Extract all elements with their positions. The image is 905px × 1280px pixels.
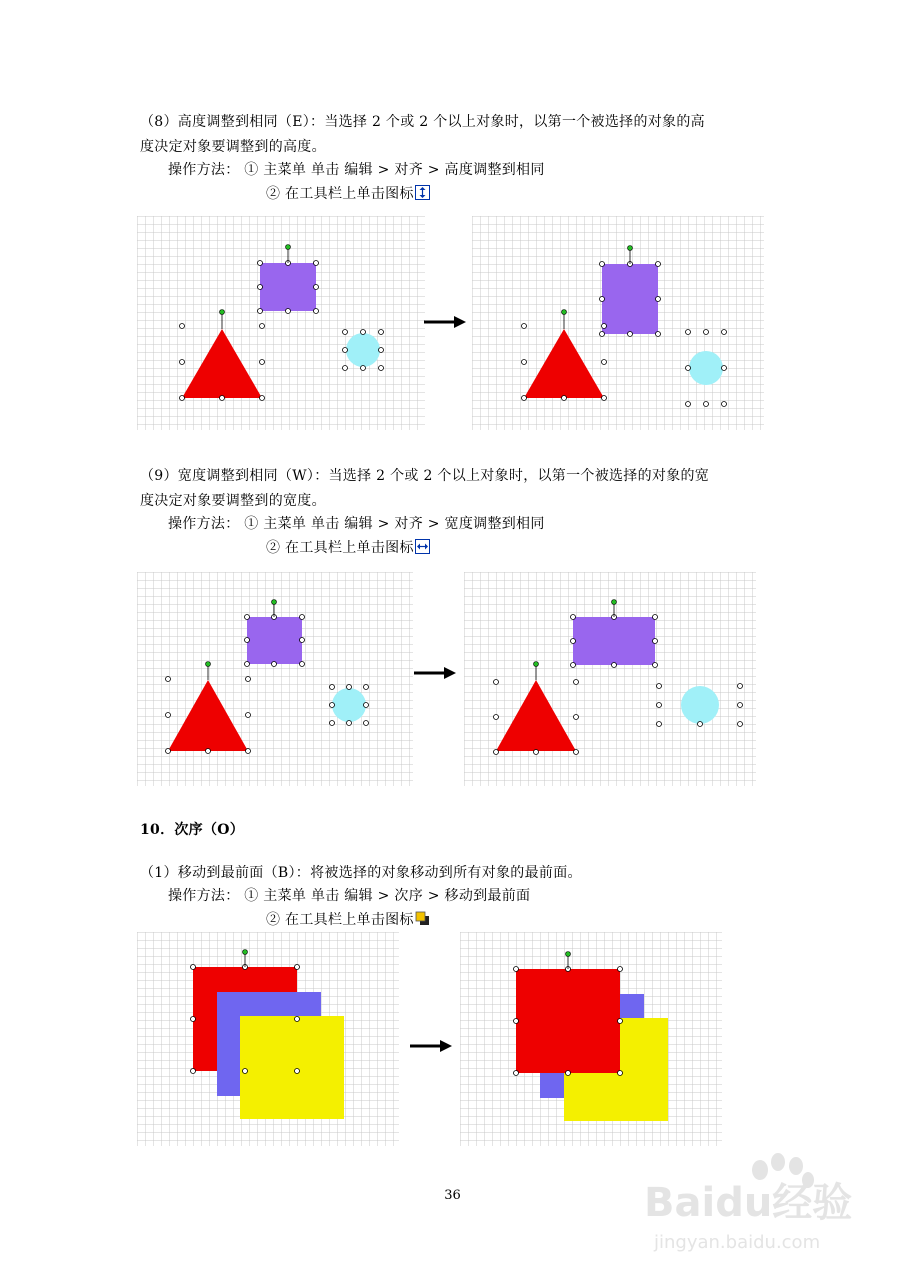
sec10-line1: （1）移动到最前面（B）：将被选择的对象移动到所有对象的最前面。 (140, 865, 582, 881)
cyan-circle (332, 688, 366, 722)
right-arrow-icon (408, 1038, 454, 1054)
watermark-url: jingyan.baidu.com (654, 1232, 821, 1253)
purple-rectangle (573, 617, 655, 665)
sec9-op1: 操作方法： ① 主菜单 单击 编辑 > 对齐 > 宽度调整到相同 (168, 516, 545, 532)
page-number: 36 (444, 1188, 461, 1203)
sec9-line2: 度决定对象要调整到的宽度。 (140, 493, 326, 509)
cyan-circle (346, 333, 380, 367)
sec9-figure-before (137, 572, 413, 786)
purple-rectangle (260, 263, 316, 311)
sec9-op2 (266, 538, 430, 558)
sec8-op2 (266, 184, 430, 204)
purple-rectangle (602, 264, 658, 334)
cyan-circle (681, 686, 719, 724)
sec8-line2: 度决定对象要调整到的高度。 (140, 139, 326, 155)
cyan-circle (689, 351, 723, 385)
sec9-line1: （9）宽度调整到相同（W）：当选择 2 个或 2 个以上对象时，以第一个被选择的对象的宽 (140, 468, 710, 484)
sec10-figure-after (460, 932, 722, 1146)
sec8-line1: （8）高度调整到相同（E）：当选择 2 个或 2 个以上对象时，以第一个被选择的对象的高 (140, 114, 705, 130)
sec9-op2-text: ② 在工具栏上单击图标 (266, 540, 414, 556)
sec10-heading: 10．次序（O） (140, 822, 245, 838)
sec10-op2-text: ② 在工具栏上单击图标 (266, 912, 414, 928)
purple-rectangle (247, 617, 302, 664)
watermark-logo: Baidu经验 (644, 1180, 853, 1226)
sec10-op2 (266, 910, 430, 930)
same-height-icon (415, 185, 430, 200)
yellow-square (240, 1016, 344, 1119)
baidu-jingyan-watermark (640, 1140, 870, 1260)
sec9-figure-after (464, 572, 756, 786)
sec8-figure-after (472, 216, 764, 430)
sec8-figure-before (137, 216, 425, 430)
right-arrow-icon (412, 665, 458, 681)
red-square (516, 969, 620, 1073)
same-width-icon (415, 539, 430, 554)
sec8-op2-text: ② 在工具栏上单击图标 (266, 186, 414, 202)
right-arrow-icon (422, 314, 468, 330)
bring-to-front-icon (415, 911, 430, 926)
sec10-op1: 操作方法： ① 主菜单 单击 编辑 > 次序 > 移动到最前面 (168, 888, 531, 904)
sec8-op1: 操作方法： ① 主菜单 单击 编辑 > 对齐 > 高度调整到相同 (168, 162, 545, 178)
sec10-figure-before (137, 932, 399, 1146)
